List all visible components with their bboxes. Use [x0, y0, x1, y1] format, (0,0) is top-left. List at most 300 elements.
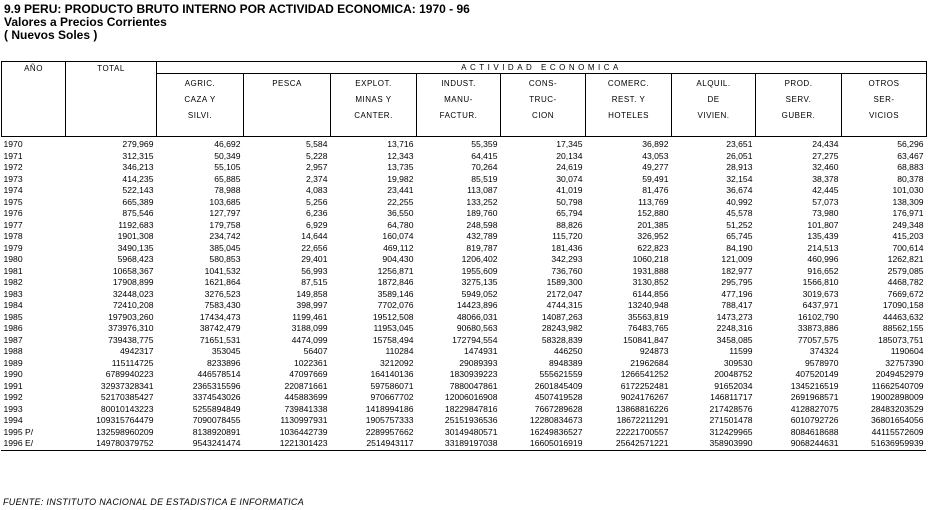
value-cell: 45,578 [726, 208, 753, 218]
value-cell: 445883699 [284, 392, 328, 402]
value-cell: 29,401 [301, 254, 328, 264]
year-cell: 1976 [3, 208, 23, 218]
value-cell: 14087,263 [541, 311, 583, 322]
value-cell: 76483,765 [627, 323, 669, 333]
value-cell: 6010792726 [790, 415, 839, 425]
value-cell: 3275,135 [461, 277, 498, 287]
value-cell: 88562,155 [882, 323, 924, 333]
value-cell: 85,519 [471, 173, 498, 184]
year-cell: 1985 [3, 311, 23, 322]
value-cell: 2579,085 [887, 265, 924, 276]
value-cell: 12280834673 [529, 415, 583, 425]
value-cell: 63,467 [897, 150, 924, 161]
value-cell: 50,349 [214, 150, 241, 161]
value-cell: 477,196 [721, 288, 753, 299]
value-cell: 358903990 [709, 438, 753, 448]
value-cell: 189,760 [466, 208, 498, 218]
header-col-construccion: CONS- TRUC- CION [501, 74, 586, 137]
value-cell: 11599 [729, 346, 753, 356]
value-cell: 407520149 [795, 369, 839, 379]
table-row [2, 300, 927, 312]
table-row [2, 289, 927, 301]
value-cell: 13240,948 [627, 300, 669, 310]
value-cell: 7880047861 [449, 380, 498, 391]
value-cell: 64,415 [471, 150, 498, 161]
table-bottom-rule [1, 450, 926, 451]
value-cell: 150841,847 [623, 334, 669, 345]
value-cell: 8948389 [549, 357, 583, 368]
value-cell: 43,053 [642, 150, 669, 161]
value-cell: 415,203 [892, 231, 924, 241]
value-cell: 1192,683 [118, 219, 154, 230]
value-cell: 44463,632 [882, 311, 924, 322]
value-cell: 127,797 [209, 208, 241, 218]
value-cell: 30,074 [556, 173, 583, 184]
value-cell: 65,745 [726, 231, 753, 241]
value-cell: 51,252 [726, 219, 753, 230]
table-row [2, 208, 927, 220]
table-row [2, 137, 927, 151]
value-cell: 28483203529 [870, 403, 924, 414]
value-cell: 20,134 [556, 150, 583, 161]
value-cell: 56407 [303, 346, 328, 356]
value-cell: 17908,899 [112, 277, 154, 287]
value-cell: 4474,099 [291, 334, 328, 345]
table-header [2, 62, 927, 137]
value-cell: 700,614 [892, 242, 924, 253]
value-cell: 133,252 [466, 196, 498, 207]
value-cell: 28,913 [726, 162, 753, 172]
value-cell: 55,359 [471, 139, 498, 149]
table-row [2, 197, 927, 209]
year-cell: 1973 [3, 173, 23, 184]
table-row [2, 358, 927, 370]
value-cell: 8084618688 [790, 426, 839, 437]
table-row [2, 335, 927, 347]
value-cell: 38742,479 [199, 323, 241, 333]
value-cell: 3490,135 [117, 242, 154, 253]
value-cell: 36,550 [387, 208, 414, 218]
value-cell: 385,045 [209, 242, 241, 253]
value-cell: 44115572609 [871, 426, 924, 437]
year-cell: 1995 P/ [3, 426, 34, 437]
value-cell: 1041,532 [204, 265, 241, 276]
value-cell: 346,213 [122, 162, 154, 172]
value-cell: 398,997 [296, 300, 328, 310]
value-cell: 4507419528 [534, 392, 583, 402]
value-cell: 115114725 [111, 357, 154, 368]
year-cell: 1986 [3, 323, 23, 333]
value-cell: 446250 [553, 346, 583, 356]
value-cell: 149780379752 [96, 438, 154, 448]
value-cell: 103,685 [209, 196, 241, 207]
value-cell: 3589,146 [377, 288, 414, 299]
value-cell: 6,929 [305, 219, 328, 230]
value-cell: 33189197038 [444, 438, 498, 448]
value-cell: 90680,563 [456, 323, 498, 333]
value-cell: 152,880 [637, 208, 669, 218]
value-cell: 580,853 [209, 254, 241, 264]
value-cell: 201,385 [637, 219, 669, 230]
value-cell: 135,439 [807, 231, 839, 241]
table-row [2, 346, 927, 358]
table-row [2, 231, 927, 243]
value-cell: 5968,423 [117, 254, 154, 264]
value-cell: 46,692 [214, 139, 241, 149]
value-cell: 181,436 [551, 242, 583, 253]
header-year: AÑO [2, 62, 66, 137]
value-cell: 121,009 [721, 254, 753, 264]
value-cell: 30149480571 [444, 426, 498, 437]
value-cell: 13,716 [387, 139, 414, 149]
value-cell: 71651,531 [199, 334, 241, 345]
value-cell: 1589,300 [546, 277, 583, 287]
table-row [2, 381, 927, 393]
value-cell: 1266541252 [620, 369, 669, 379]
value-cell: 35563,819 [627, 311, 669, 322]
table-row [2, 427, 927, 439]
table-row [2, 266, 927, 278]
value-cell: 924873 [639, 346, 669, 356]
value-cell: 32937328341 [100, 380, 154, 391]
page-unit: ( Nuevos Soles ) [4, 28, 98, 42]
value-cell: 460,996 [807, 254, 839, 264]
year-cell: 1987 [3, 334, 23, 345]
year-cell: 1988 [3, 346, 23, 356]
value-cell: 414,235 [122, 173, 154, 184]
value-cell: 80010143223 [100, 403, 154, 414]
header-col-industria: INDUST. MANU- FACTUR. [417, 74, 501, 137]
value-cell: 115,720 [552, 231, 583, 241]
value-cell: 88,826 [556, 219, 583, 230]
year-cell: 1979 [3, 242, 23, 253]
value-cell: 113,769 [638, 196, 669, 207]
value-cell: 19512,508 [372, 311, 414, 322]
value-cell: 739841338 [284, 403, 328, 414]
value-cell: 50,798 [556, 196, 583, 207]
value-cell: 28243,982 [541, 323, 583, 333]
value-cell: 326,952 [637, 231, 669, 241]
value-cell: 101,807 [807, 219, 839, 230]
table-row [2, 312, 927, 324]
year-cell: 1972 [3, 162, 23, 172]
value-cell: 56,296 [897, 139, 924, 149]
value-cell: 14,644 [301, 231, 328, 241]
header-col-pesca: PESCA [244, 74, 331, 137]
value-cell: 138,309 [892, 196, 924, 207]
value-cell: 1418994186 [365, 403, 414, 414]
value-cell: 185073,751 [878, 334, 924, 345]
value-cell: 7583,430 [204, 300, 241, 310]
value-cell: 26,051 [726, 150, 753, 161]
table-row [2, 151, 927, 163]
value-cell: 7669,672 [887, 288, 924, 299]
value-cell: 109315764479 [96, 415, 154, 425]
value-cell: 432,789 [466, 231, 498, 241]
value-cell: 295,795 [721, 277, 753, 287]
value-cell: 101,030 [892, 185, 924, 195]
value-cell: 1256,871 [377, 265, 414, 276]
value-cell: 113,087 [467, 185, 498, 195]
value-cell: 17090,158 [882, 300, 924, 310]
year-cell: 1970 [3, 139, 23, 149]
value-cell: 16605016919 [529, 438, 583, 448]
value-cell: 49,277 [642, 162, 669, 172]
value-cell: 788,417 [721, 300, 753, 310]
value-cell: 17434,473 [199, 311, 241, 322]
value-cell: 7667289628 [534, 403, 583, 414]
value-cell: 5949,052 [461, 288, 498, 299]
value-cell: 522,143 [122, 185, 154, 195]
gdp-table [1, 61, 927, 450]
value-cell: 309530 [723, 357, 753, 368]
value-cell: 25151936536 [444, 415, 498, 425]
year-cell: 1983 [3, 288, 23, 299]
value-cell: 55,105 [214, 162, 241, 172]
value-cell: 51636959939 [870, 438, 924, 448]
value-cell: 6144,856 [632, 288, 669, 299]
value-cell: 2601845409 [534, 380, 583, 391]
table-body [2, 137, 927, 450]
value-cell: 22221700557 [615, 426, 669, 437]
value-cell: 19002898009 [870, 392, 924, 402]
value-cell: 353045 [211, 346, 241, 356]
value-cell: 1474931 [464, 346, 498, 356]
value-cell: 65,885 [214, 173, 241, 184]
value-cell: 172794,554 [452, 334, 498, 345]
value-cell: 24,619 [556, 162, 583, 172]
value-cell: 3130,852 [632, 277, 669, 287]
value-cell: 65,794 [556, 208, 583, 218]
table-row [2, 415, 927, 427]
value-cell: 271501478 [709, 415, 753, 425]
value-cell: 736,760 [551, 265, 583, 276]
value-cell: 32,460 [812, 162, 839, 172]
table-row [2, 243, 927, 255]
value-cell: 1221301423 [279, 438, 328, 448]
table-row [2, 220, 927, 232]
value-cell: 73,980 [812, 208, 839, 218]
value-cell: 374324 [809, 346, 839, 356]
value-cell: 214,513 [807, 242, 839, 253]
value-cell: 11953,045 [373, 323, 414, 333]
value-cell: 32448,023 [112, 288, 154, 299]
value-cell: 16249836527 [529, 426, 583, 437]
value-cell: 1060,218 [632, 254, 669, 264]
value-cell: 217428576 [709, 403, 753, 414]
value-cell: 13868816226 [615, 403, 669, 414]
value-cell: 279,969 [122, 139, 154, 149]
value-cell: 1621,864 [204, 277, 241, 287]
value-cell: 248,598 [466, 219, 498, 230]
value-cell: 32757390 [885, 357, 924, 368]
value-cell: 3212092 [380, 357, 414, 368]
value-cell: 1199,461 [292, 311, 328, 322]
value-cell: 1036442739 [279, 426, 328, 437]
value-cell: 9068244631 [790, 438, 839, 448]
value-cell: 5,584 [305, 139, 328, 149]
value-cell: 56,993 [301, 265, 328, 276]
year-cell: 1990 [3, 369, 23, 379]
value-cell: 739438,775 [108, 334, 154, 345]
value-cell: 77057,575 [797, 334, 839, 345]
value-cell: 48066,031 [456, 311, 498, 322]
value-cell: 904,430 [382, 254, 414, 264]
value-cell: 36,892 [642, 139, 669, 149]
value-cell: 87,515 [301, 277, 328, 287]
table-row [2, 254, 927, 266]
value-cell: 27,275 [812, 150, 839, 161]
value-cell: 64,780 [387, 219, 414, 230]
value-cell: 2691968571 [790, 392, 839, 402]
value-cell: 3188,099 [291, 323, 328, 333]
value-cell: 7702,076 [377, 300, 414, 310]
header-col-alquiler: ALQUIL. DE VIVIEN. [672, 74, 756, 137]
table-row [2, 162, 927, 174]
value-cell: 9578970 [805, 357, 839, 368]
value-cell: 20048752 [714, 369, 753, 379]
value-cell: 2365315596 [192, 380, 241, 391]
page-subtitle: Valores a Precios Corrientes [4, 15, 167, 29]
year-cell: 1974 [3, 185, 23, 195]
value-cell: 3019,673 [802, 288, 839, 299]
value-cell: 38,378 [812, 173, 839, 184]
value-cell: 2049452979 [875, 369, 924, 379]
value-cell: 22,255 [387, 196, 414, 207]
value-cell: 5,256 [305, 196, 328, 207]
value-cell: 6,236 [305, 208, 328, 218]
value-cell: 970667702 [370, 392, 414, 402]
year-cell: 1991 [3, 380, 23, 391]
value-cell: 23,651 [726, 139, 753, 149]
year-cell: 1977 [3, 219, 23, 230]
value-cell: 1872,846 [377, 277, 414, 287]
year-cell: 1992 [3, 392, 23, 402]
value-cell: 5,228 [305, 150, 328, 161]
value-cell: 249,348 [892, 219, 924, 230]
value-cell: 1190604 [890, 346, 924, 356]
value-cell: 469,112 [383, 242, 414, 253]
value-cell: 176,971 [892, 208, 924, 218]
table-row [2, 404, 927, 416]
value-cell: 1955,609 [461, 265, 498, 276]
value-cell: 72410,208 [112, 300, 154, 310]
value-cell: 110284 [385, 346, 414, 356]
value-cell: 4942317 [120, 346, 154, 356]
value-cell: 25642571221 [615, 438, 669, 448]
header-col-minas: EXPLOT. MINAS Y CANTER. [331, 74, 417, 137]
value-cell: 1473,273 [716, 311, 753, 322]
table-row [2, 277, 927, 289]
value-cell: 2,374 [305, 173, 328, 184]
value-cell: 11662540709 [871, 380, 924, 391]
value-cell: 220871661 [284, 380, 328, 391]
header-col-otros: OTROS SER- VICIOS [842, 74, 927, 137]
value-cell: 312429965 [709, 426, 753, 437]
value-cell: 68,883 [897, 162, 924, 172]
header-total: TOTAL [66, 62, 157, 137]
value-cell: 182,977 [721, 265, 753, 276]
value-cell: 373976,310 [108, 323, 154, 333]
value-cell: 4,083 [305, 185, 328, 195]
value-cell: 819,787 [466, 242, 498, 253]
value-cell: 70,264 [471, 162, 498, 172]
value-cell: 875,546 [122, 208, 154, 218]
value-cell: 160,074 [382, 231, 414, 241]
value-cell: 9024176267 [620, 392, 669, 402]
value-cell: 555621559 [539, 369, 583, 379]
value-cell: 1830939223 [449, 369, 498, 379]
year-cell: 1971 [3, 150, 23, 161]
header-activity-group: ACTIVIDAD ECONOMICA [157, 62, 927, 74]
value-cell: 2514943117 [366, 438, 414, 448]
value-cell: 7090078455 [192, 415, 241, 425]
value-cell: 665,389 [122, 196, 154, 207]
value-cell: 78,988 [214, 185, 241, 195]
value-cell: 36,674 [726, 185, 753, 195]
value-cell: 47097669 [289, 369, 328, 379]
value-cell: 16102,790 [797, 311, 839, 322]
value-cell: 164140136 [370, 369, 414, 379]
value-cell: 2289957662 [365, 426, 414, 437]
value-cell: 24,434 [812, 139, 839, 149]
value-cell: 40,992 [726, 196, 753, 207]
year-cell: 1975 [3, 196, 23, 207]
value-cell: 2172,047 [546, 288, 583, 299]
value-cell: 2248,316 [716, 323, 753, 333]
value-cell: 33873,886 [797, 323, 839, 333]
value-cell: 36801654056 [870, 415, 924, 425]
value-cell: 84,190 [726, 242, 753, 253]
value-cell: 1566,810 [802, 277, 839, 287]
value-cell: 5255894849 [192, 403, 241, 414]
source-note: FUENTE: INSTITUTO NACIONAL DE ESTADISTICA E INFORMATICA [3, 497, 305, 507]
value-cell: 4744,315 [546, 300, 583, 310]
year-cell: 1993 [3, 403, 23, 414]
value-cell: 3374543026 [192, 392, 241, 402]
value-cell: 13,735 [387, 162, 414, 172]
value-cell: 14423,896 [456, 300, 498, 310]
value-cell: 32,154 [726, 173, 753, 184]
value-cell: 312,315 [122, 150, 154, 161]
value-cell: 8233896 [207, 357, 241, 368]
value-cell: 622,823 [637, 242, 669, 253]
value-cell: 29089393 [459, 357, 498, 368]
value-cell: 4128827075 [790, 403, 839, 414]
value-cell: 8138920891 [192, 426, 241, 437]
header-col-gobierno: PROD. SERV. GUBER. [756, 74, 842, 137]
value-cell: 1931,888 [632, 265, 669, 276]
value-cell: 57,073 [812, 196, 839, 207]
value-cell: 1206,402 [461, 254, 498, 264]
value-cell: 15758,494 [372, 334, 414, 345]
table-row [2, 438, 927, 450]
value-cell: 2,957 [305, 162, 328, 172]
value-cell: 42,445 [812, 185, 839, 195]
value-cell: 149,858 [296, 288, 328, 299]
value-cell: 23,441 [387, 185, 414, 195]
value-cell: 12,343 [387, 150, 414, 161]
year-cell: 1994 [3, 415, 23, 425]
value-cell: 52170385427 [100, 392, 154, 402]
value-cell: 3276,523 [204, 288, 241, 299]
value-cell: 1345216519 [790, 380, 839, 391]
value-cell: 1901,308 [117, 231, 154, 241]
value-cell: 10658,367 [112, 265, 154, 276]
value-cell: 146811717 [710, 392, 753, 402]
value-cell: 41,019 [556, 185, 583, 195]
year-cell: 1980 [3, 254, 23, 264]
